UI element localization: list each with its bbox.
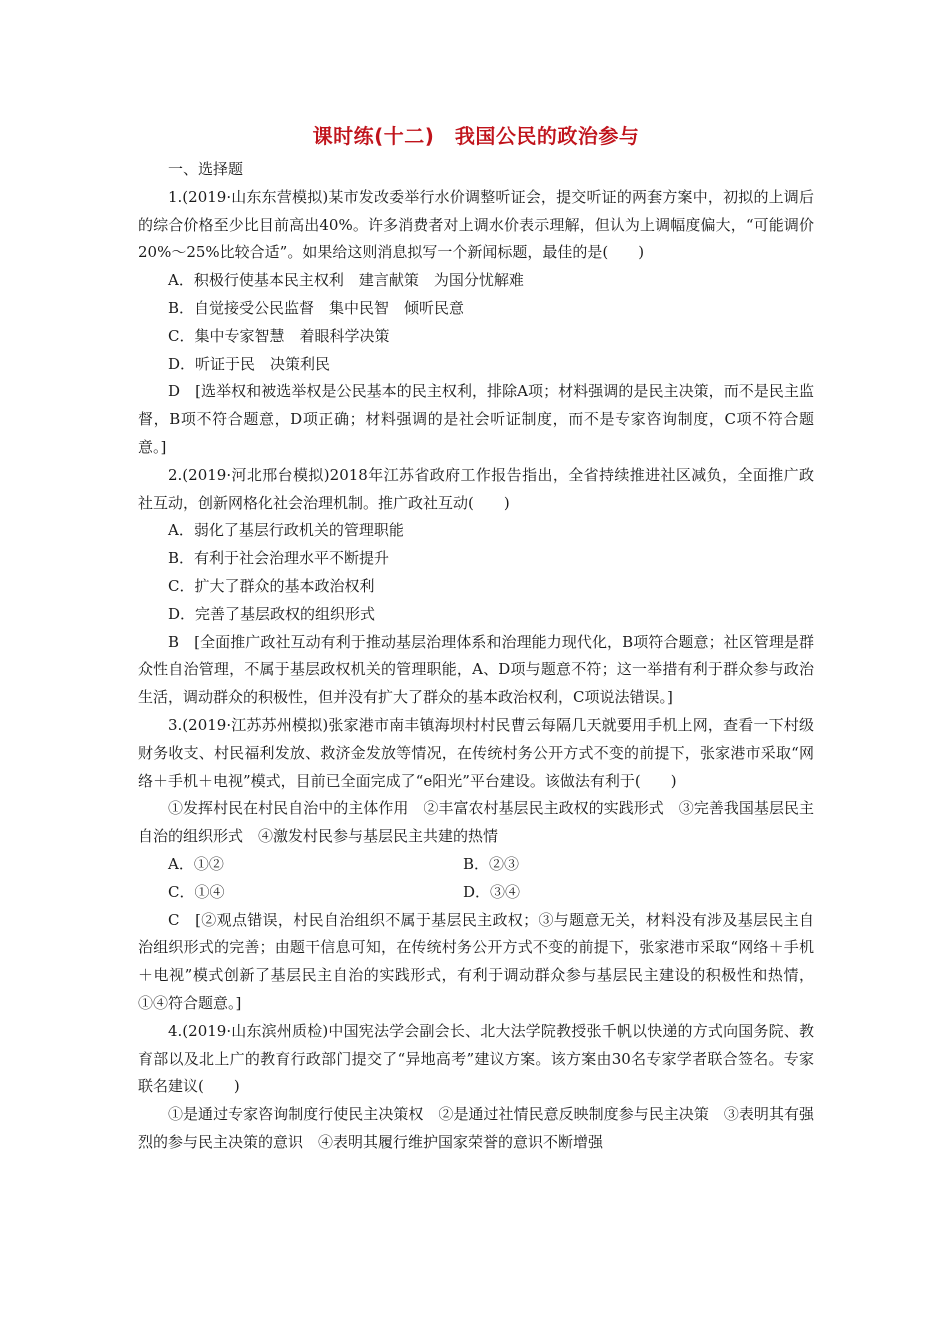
question-2-stem: 2.(2019·河北邢台模拟)2018年江苏省政府工作报告指出，全省持续推进社区减负，全面推广政社互动，创新网格化社会治理机制。推广政社互动( ): [138, 465, 814, 512]
question-3-option-d: D．③④: [463, 882, 521, 901]
question-1-stem: 1.(2019·山东东营模拟)某市发改委举行水价调整听证会，提交听证的两套方案中，初拟的上调后的综合价格至少比目前高出40%。许多消费者对上调水价表示理解，但认为上调幅度偏大，“可能调价20%～25%比较合适”。如果给这则消息拟写一个新闻标题，最佳的是( ): [138, 187, 814, 262]
question-3-option-a: A．①②: [168, 854, 224, 873]
question-1-option-c: C．集中专家智慧 着眼科学决策: [168, 326, 390, 345]
question-3-option-b: B．②③: [463, 854, 520, 873]
section-heading: 一、选择题: [168, 160, 244, 178]
question-2-option-b: B．有利于社会治理水平不断提升: [168, 549, 390, 568]
question-3-option-c: C．①④: [168, 882, 225, 901]
question-1-option-b: B．自觉接受公民监督 集中民智 倾听民意: [168, 298, 465, 317]
question-3-statements: ①发挥村民在村民自治中的主体作用 ②丰富农村基层民主政权的实践形式 ③完善我国基层民主自治的组织形式 ④激发村民参与基层民主共建的热情: [138, 799, 814, 846]
question-3-answer: C [②观点错误，村民自治组织不属于基层民主政权；③与题意无关，材料没有涉及基层民主自治组织形式的完善；由题干信息可知，在传统村务公开方式不变的前提下，张家港市采取“网络＋手机＋电视”模式创新了基层民主自治的实践形式，有利于调动群众参与基层民主建设的积极性和热情，①④符合题意。]: [138, 910, 814, 1012]
question-3-stem: 3.(2019·江苏苏州模拟)张家港市南丰镇海坝村村民曹云每隔几天就要用手机上网，查看一下村级财务收支、村民福利发放、救济金发放等情况，在传统村务公开方式不变的前提下，张家港市采取“网络＋手机＋电视”模式，目前已全面完成了“e阳光”平台建设。该做法有利于( ): [138, 715, 814, 790]
question-1-answer: D [选举权和被选举权是公民基本的民主权利，排除A项；材料强调的是民主决策，而不是民主监督，B项不符合题意，D项正确；材料强调的是社会听证制度，而不是专家咨询制度，C项不符合题意。]: [138, 382, 814, 456]
question-4-statements: ①是通过专家咨询制度行使民主决策权 ②是通过社情民意反映制度参与民主决策 ③表明其有强烈的参与民主决策的意识 ④表明其履行维护国家荣誉的意识不断增强: [138, 1105, 814, 1151]
question-1-option-d: D．听证于民 决策利民: [168, 354, 331, 373]
question-4-stem: 4.(2019·山东滨州质检)中国宪法学会副会长、北大法学院教授张千帆以快递的方式向国务院、教育部以及北上广的教育行政部门提交了“异地高考”建议方案。该方案由30名专家学者联合签名。专家联名建议( ): [138, 1021, 814, 1096]
question-2-option-d: D．完善了基层政权的组织形式: [168, 604, 376, 623]
question-2-option-c: C．扩大了群众的基本政治权利: [168, 576, 375, 595]
question-2-answer: B [全面推广政社互动有利于推动基层治理体系和治理能力现代化，B项符合题意；社区管理是群众性自治管理，不属于基层政权机关的管理职能，A、D项与题意不符；这一举措有利于群众参与政治生活，调动群众的积极性，但并没有扩大了群众的基本政治权利，C项说法错误。]: [138, 632, 814, 707]
question-3-options-row-1: [138, 851, 814, 879]
document-title: 课时练(十二) 我国公民的政治参与: [312, 124, 640, 148]
question-3-options-row-2: [138, 879, 814, 907]
document-body: [138, 156, 814, 1157]
question-1-option-a: A．积极行使基本民主权利 建言献策 为国分忧解难: [168, 271, 524, 290]
question-2-option-a: A．弱化了基层行政机关的管理职能: [168, 521, 404, 540]
